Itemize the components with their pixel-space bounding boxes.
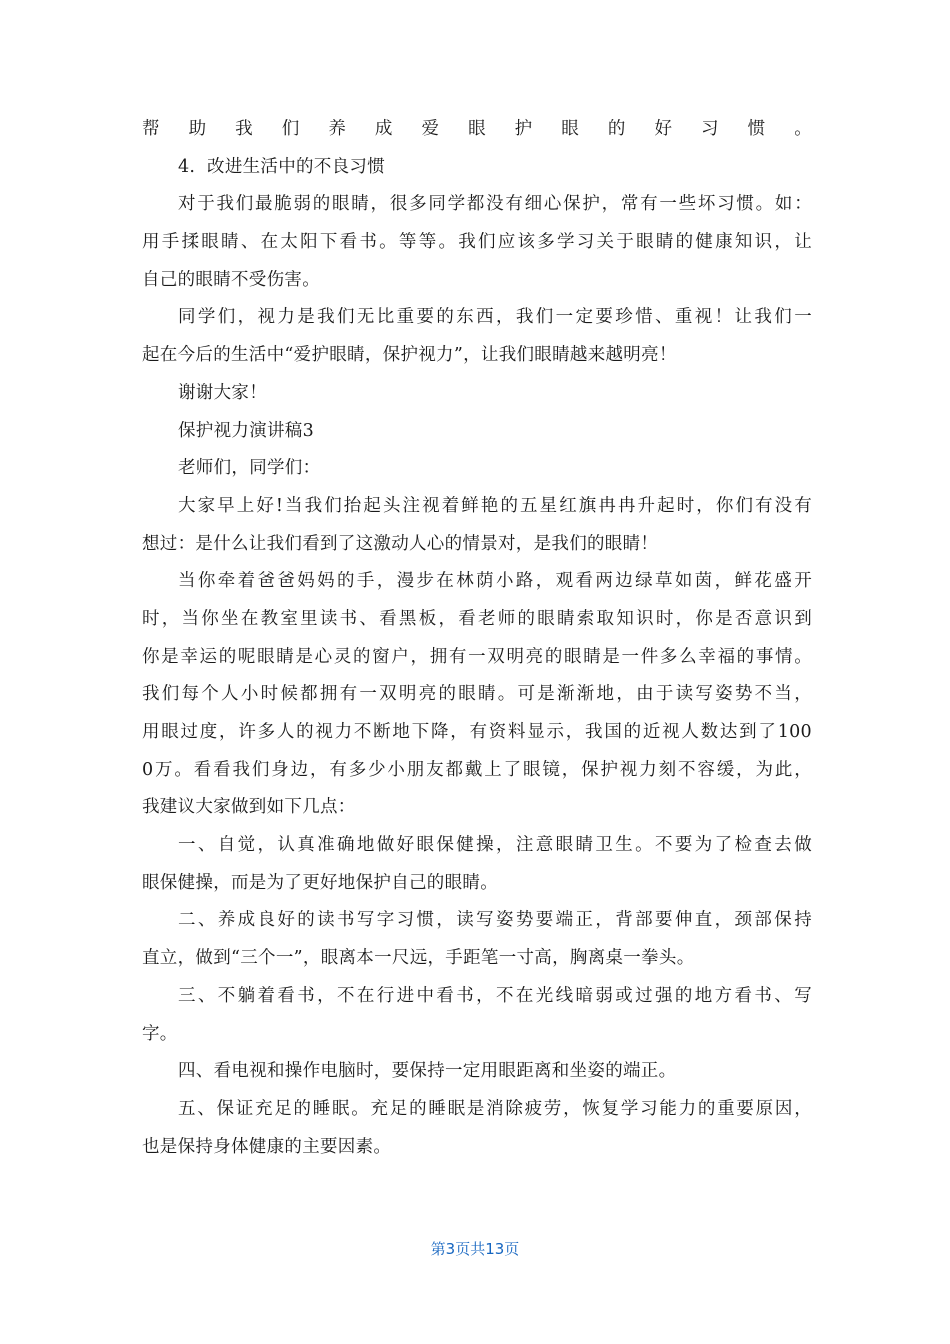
text-line: 0万。看看我们身边，有多少小朋友都戴上了眼镜，保护视力刻不容缓，为此， [142,759,812,780]
text-line: 字。 [142,1023,178,1044]
text-line: 你是幸运的呢眼睛是心灵的窗户，拥有一双明亮的眼睛是一件多么幸福的事情。 [142,646,812,667]
body-text [142,111,812,1166]
text-line: 想过：是什么让我们看到了这激动人心的情景对，是我们的眼睛！ [142,533,659,554]
text-line: 大家早上好!当我们抬起头注视着鲜艳的五星红旗冉冉升起时，你们有没有 [178,495,812,516]
list-item-5: 五、保证充足的睡眠。充足的睡眠是消除疲劳，恢复学习能力的重要原因， [178,1098,812,1119]
text-line: 我们每个人小时候都拥有一双明亮的眼睛。可是渐渐地，由于读写姿势不当， [142,684,812,705]
list-item-4: 四、看电视和操作电脑时，要保持一定用眼距离和坐姿的端正。 [178,1061,677,1082]
text-line: 用手揉眼睛、在太阳下看书。等等。我们应该多学习关于眼睛的健康知识，让 [142,232,812,253]
text-line: 眼保健操，而是为了更好地保护自己的眼睛。 [142,872,498,893]
salutation: 老师们，同学们： [178,458,321,479]
list-item-2: 二、养成良好的读书写字习惯，读写姿势要端正，背部要伸直，颈部保持 [178,910,812,931]
list-item-1: 一、自觉，认真准确地做好眼保健操，注意眼睛卫生。不要为了检查去做 [178,835,812,856]
text-line: 用眼过度，许多人的视力不断地下降，有资料显示，我国的近视人数达到了100 [142,722,812,742]
text-line: 直立，做到“三个一”，眼离本一尺远，手距笔一寸高，胸离桌一拳头。 [142,948,695,969]
text-line: 当你牵着爸爸妈妈的手，漫步在林荫小路，观看两边绿草如茵，鲜花盛开 [178,571,812,592]
text-line: 对于我们最脆弱的眼睛，很多同学都没有细心保护，常有一些坏习惯。如： [178,194,812,215]
text-line: 时，当你坐在教室里读书、看黑板，看老师的眼睛索取知识时，你是否意识到 [142,608,812,629]
list-item-3: 三、不躺着看书，不在行进中看书，不在光线暗弱或过强的地方看书、写 [178,985,812,1006]
text-line: 同学们，视力是我们无比重要的东西，我们一定要珍惜、重视！让我们一 [178,307,812,328]
text-line: 自己的眼睛不受伤害。 [142,269,320,290]
text-line: 我建议大家做到如下几点： [142,797,356,818]
speech-title: 保护视力演讲稿3 [178,420,315,441]
text-line: 也是保持身体健康的主要因素。 [142,1136,392,1157]
page-number: 第3页共13页 [430,1240,520,1258]
text-line: 起在今后的生活中“爱护眼睛，保护视力”，让我们眼睛越来越明亮！ [142,345,677,366]
section-heading: 4. 改进生活中的不良习惯 [178,156,386,177]
text-line: 谢谢大家！ [178,382,267,403]
text-line: 帮助我们养成爱眼护眼的好习惯。 [142,119,812,139]
